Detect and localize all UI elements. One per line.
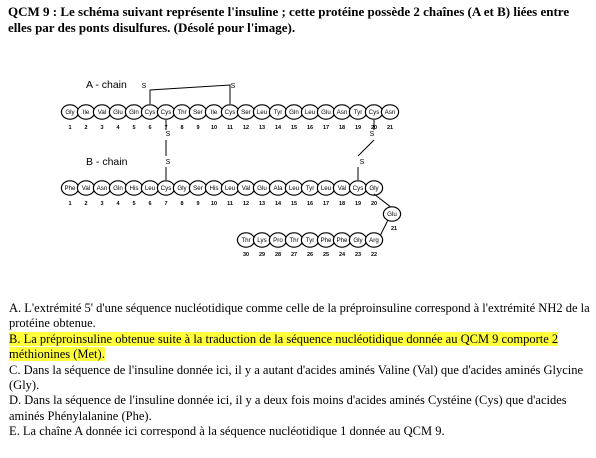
chain-a-residue-3-label: Val (97, 109, 107, 117)
chain-b-number-11: 11 (227, 201, 233, 207)
bridge-1-sulfur-2: S (165, 159, 171, 166)
chain-b-label: B - chain (86, 156, 128, 168)
chain-a-number-8: 8 (180, 125, 184, 131)
chain-a-number-10: 10 (210, 125, 218, 131)
chain-a-residue-16-label: Leu (304, 109, 316, 117)
chain-b-tail-residue-30-label: Thr (241, 237, 251, 245)
chain-a-number-7: 7 (164, 125, 168, 131)
chain-b-number-8: 8 (180, 201, 184, 207)
chain-a-number-16: 16 (306, 125, 314, 131)
question-title: QCM 9 : Le schéma suivant représente l'insuline ; cette protéine possède 2 chaînes (A et B) liées entre elles par des ponts disulfures. (Désolé pour l'image). (8, 4, 570, 35)
chain-b-number-12: 12 (242, 201, 250, 207)
bridge-a-sulfur-1: S (141, 83, 147, 90)
bridge-2-sulfur-2: S (359, 159, 365, 166)
chain-a-number-9: 9 (196, 125, 200, 131)
chain-b-tail-residue-22-label: Arg (369, 237, 379, 245)
chain-b-residue-3-label: Asn (96, 185, 108, 193)
chain-b-residue-2-label: Val (81, 185, 91, 193)
chain-a-residue-8-label: Thr (177, 109, 187, 117)
chain-b-residue-15-label: Leu (288, 185, 300, 193)
chain-b-number-7: 7 (164, 201, 168, 207)
chain-b-number-2: 2 (84, 201, 88, 207)
chain-b-tail-residue-26-label: Tyr (305, 237, 315, 245)
chain-b-residue-11-label: Leu (224, 185, 236, 193)
chain-b-number-4: 4 (116, 201, 120, 207)
chain-a-number-2: 2 (84, 125, 88, 131)
chain-a-number-15: 15 (290, 125, 298, 131)
chain-b-number-14: 14 (274, 201, 282, 207)
chain-b-tail-residue-24-label: Phe (336, 237, 348, 245)
chain-a-number-5: 5 (132, 125, 136, 131)
chain-a-residue-7-label: Cys (160, 109, 172, 117)
chain-b-residue-21-label: Glu (387, 211, 397, 219)
chain-b-tail-number-26: 26 (306, 252, 314, 258)
chain-b-number-17: 17 (322, 201, 330, 207)
option-d-text: D. Dans la séquence de l'insuline donnée ici, il y a deux fois moins d'acides aminés Cystéine (Cys) que d'acides aminés Phénylalanine (Phe). (9, 393, 567, 423)
chain-a-residue-14-label: Tyr (273, 109, 283, 117)
chain-b-residue-13-label: Glu (257, 185, 267, 193)
chain-a-residue-19-label: Tyr (353, 109, 363, 117)
chain-b-number-3: 3 (100, 201, 104, 207)
chain-a-number-19: 19 (354, 125, 362, 131)
chain-b-tail-number-27: 27 (290, 252, 298, 258)
chain-b-residue-8-label: Gly (177, 185, 187, 193)
option-e[interactable] (9, 424, 591, 439)
chain-b-residue-16-label: Tyr (305, 185, 315, 193)
chain-b-number-13: 13 (258, 201, 266, 207)
chain-b-tail-number-23: 23 (354, 252, 362, 258)
chain-b-number-9: 9 (196, 201, 200, 207)
chain-b-number-1: 1 (68, 201, 72, 207)
chain-a-number-14: 14 (274, 125, 282, 131)
chain-b-residue-20-label: Gly (369, 185, 379, 193)
chain-a-residue-10-label: Ile (210, 109, 218, 117)
chain-b-residue-4-label: Gln (113, 185, 123, 193)
disulfide-bridge-a20-b19 (358, 140, 374, 156)
chain-a-number-13: 13 (258, 125, 266, 131)
option-e-text: E. La chaîne A donnée ici correspond à la séquence nucléotidique 1 donnée au QCM 9. (9, 424, 445, 439)
chain-a-number-17: 17 (322, 125, 330, 131)
chain-a-residue-5-label: Gln (129, 109, 139, 117)
option-a[interactable] (9, 301, 591, 332)
chain-b-tail-link (380, 220, 388, 236)
chain-b-tail-residue-25-label: Phe (320, 237, 332, 245)
chain-b-residue-5-label: His (129, 185, 139, 193)
chain-a-number-1: 1 (68, 125, 72, 131)
chain-a-residue-4-label: Glu (113, 109, 123, 117)
chain-b-tail-residue-27-label: Thr (289, 237, 299, 245)
option-c[interactable] (9, 363, 591, 394)
chain-b-residue-12-label: Val (241, 185, 251, 193)
chain-a-residue-13-label: Leu (256, 109, 268, 117)
chain-a-residue-9-label: Ser (193, 109, 203, 117)
chain-a-residue-6-label: Cys (144, 109, 156, 117)
option-d[interactable] (9, 393, 591, 424)
chain-a-label: A - chain (86, 79, 127, 91)
chain-a-residue-11-label: Cys (224, 109, 236, 117)
chain-b-tail-residue-28-label: Pro (273, 237, 283, 245)
chain-b-tail-residue-29-label: Lys (257, 237, 267, 245)
chain-a-residue-18-label: Asn (336, 109, 348, 117)
chain-b-tail-residue-23-label: Gly (353, 237, 363, 245)
chain-a-residue-2-label: Ile (82, 109, 90, 117)
chain-b-tail-number-28: 28 (274, 252, 282, 258)
chain-b-number-20: 20 (370, 201, 378, 207)
chain-a-number-12: 12 (242, 125, 250, 131)
bridge-a-sulfur-2: S (230, 83, 236, 90)
option-b[interactable] (9, 332, 591, 363)
chain-a-number-6: 6 (148, 125, 152, 131)
chain-b-tail-number-22: 22 (370, 252, 378, 258)
answer-options (9, 301, 591, 440)
chain-a-residue-17-label: Glu (321, 109, 331, 117)
chain-a-number-11: 11 (227, 125, 233, 131)
chain-b-number-10: 10 (210, 201, 218, 207)
insulin-diagram (58, 72, 488, 264)
chain-b-tail-number-29: 29 (258, 252, 266, 258)
chain-b-residue-9-label: Ser (193, 185, 203, 193)
chain-b-number-15: 15 (290, 201, 298, 207)
chain-a-number-18: 18 (338, 125, 346, 131)
chain-b-number-21: 21 (390, 226, 398, 232)
option-b-text: B. La préproinsuline obtenue suite à la traduction de la séquence nucléotidique donnée au QCM 9 comporte 2 méthionines (Met). (9, 331, 559, 362)
chain-a-number-4: 4 (116, 125, 120, 131)
chain-b-tail-number-24: 24 (338, 252, 346, 258)
option-a-text: A. L'extrémité 5' d'une séquence nucléotidique comme celle de la préproinsuline correspond à l'extrémité NH2 de la protéine obtenue. (9, 301, 590, 331)
chain-b-residue-1-label: Phe (64, 185, 76, 193)
chain-a-number-20: 20 (370, 125, 378, 131)
chain-a-number-3: 3 (100, 125, 104, 131)
chain-b-residue-14-label: Ala (273, 185, 283, 193)
option-c-text: C. Dans la séquence de l'insuline donnée ici, il y a autant d'acides aminés Valine (Val) que d'acides aminés Glycine (Gly). (9, 362, 584, 393)
chain-a-number-21: 21 (386, 125, 394, 131)
chain-a-residue-1-label: Gly (65, 109, 75, 117)
chain-b-residue-17-label: Leu (320, 185, 332, 193)
chain-a-residue-12-label: Ser (241, 109, 251, 117)
chain-b-residue-18-label: Val (337, 185, 347, 193)
disulfide-bridge-a6-a11 (150, 85, 230, 104)
chain-b-residue-7-label: Cys (160, 185, 172, 193)
chain-b-number-16: 16 (306, 201, 314, 207)
chain-a-residue-15-label: Gln (289, 109, 299, 117)
chain-b-residue-6-label: Leu (144, 185, 156, 193)
chain-b-number-5: 5 (132, 201, 136, 207)
chain-b-residue-10-label: His (209, 185, 219, 193)
chain-b-tail-number-30: 30 (242, 252, 250, 258)
bridge-1-sulfur-1: S (165, 131, 171, 138)
bridge-2-sulfur-1: S (369, 131, 375, 138)
chain-b-tail-number-25: 25 (322, 252, 330, 258)
chain-b-residue-19-label: Cys (352, 185, 364, 193)
chain-b-number-6: 6 (148, 201, 152, 207)
chain-b-number-19: 19 (354, 201, 362, 207)
chain-a-residue-21-label: Asn (384, 109, 396, 117)
chain-a-residue-20-label: Cys (368, 109, 380, 117)
chain-b-number-18: 18 (338, 201, 346, 207)
